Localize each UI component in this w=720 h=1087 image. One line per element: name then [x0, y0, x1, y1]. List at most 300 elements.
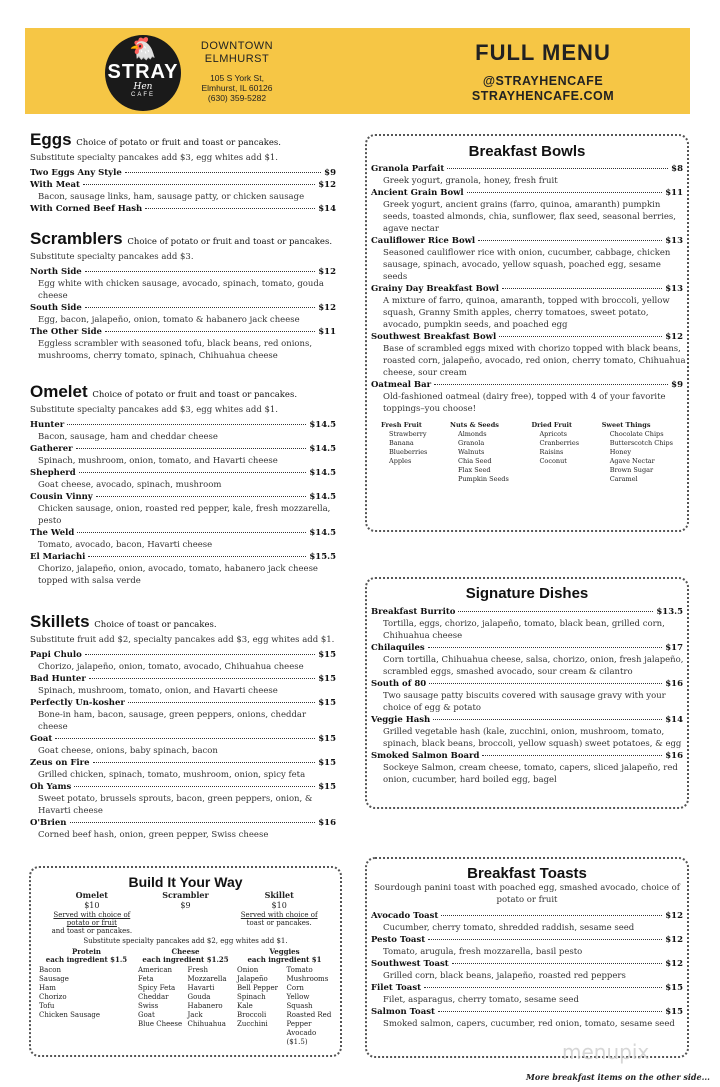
menu-item[interactable]: [367, 187, 687, 199]
menu-item[interactable]: [367, 678, 687, 690]
menu-item[interactable]: [30, 781, 336, 793]
item-price: $14.5: [309, 468, 336, 478]
biy-ingredients: [31, 948, 340, 1047]
section-title: Build It Your Way: [128, 874, 243, 890]
dot-leader: [93, 762, 316, 763]
topping-item: Chia Seed: [458, 457, 492, 465]
item-price: $16: [318, 818, 336, 828]
menu-item[interactable]: [30, 733, 336, 745]
item-description: Bacon, sausage links, ham, sausage patty, or chicken sausage: [38, 192, 305, 202]
item-name: Papi Chulo: [30, 650, 82, 660]
item-name: Grainy Day Breakfast Bowl: [371, 284, 500, 294]
logo-sub: Hen: [133, 82, 153, 92]
menu-section-skillets: [30, 612, 336, 841]
item-name: Breakfast Burrito: [371, 607, 456, 617]
dot-leader: [478, 240, 662, 241]
item-description: Two sausage patty biscuits covered with sausage gravy with your choice of egg & potato: [383, 691, 666, 713]
biy-types: [31, 890, 340, 935]
biy-ingredient[interactable]: Goat: [138, 1011, 155, 1019]
biy-ingredient[interactable]: ($1.5): [286, 1038, 308, 1046]
biy-ingredient[interactable]: Chicken Sausage: [39, 1011, 101, 1019]
item-name: The Weld: [30, 528, 75, 538]
biy-ingredient[interactable]: Spinach: [237, 993, 266, 1001]
social-handle[interactable]: @STRAYHENCAFE: [482, 74, 604, 88]
section-name: Omelet: [30, 382, 88, 401]
menu-item[interactable]: [367, 750, 687, 762]
biy-group-price: each ingredient $1.25: [142, 955, 229, 964]
biy-group-cols: [235, 966, 334, 1047]
item-name: Oh Yams: [30, 782, 72, 792]
toasts-intro: Sourdough panini toast with poached egg, smashed avocado, choice of potato or fruit: [374, 883, 680, 905]
item-name: Cousin Vinny: [30, 492, 93, 502]
biy-ingredient[interactable]: Avocado: [286, 1029, 317, 1037]
item-name: Bad Hunter: [30, 674, 86, 684]
topping-item: Honey: [609, 448, 631, 456]
item-price: $13: [665, 284, 683, 294]
item-name: El Mariachi: [30, 552, 86, 562]
biy-col: [235, 966, 285, 1047]
menu-item[interactable]: [30, 757, 336, 769]
section-name: Skillets: [30, 612, 90, 631]
toppings-title: Nuts & Seeds: [450, 421, 499, 429]
toppings-title: Dried Fruit: [531, 421, 573, 429]
item-price: $15: [318, 650, 336, 660]
dot-leader: [85, 654, 315, 655]
menu-item[interactable]: [367, 714, 687, 726]
biy-group-protein: [37, 948, 136, 1047]
item-description: Tomato, avocado, bacon, Havarti cheese: [38, 540, 213, 550]
item-price: $8: [671, 164, 683, 174]
item-price: $17: [665, 643, 683, 653]
biy-ingredient[interactable]: Feta: [138, 975, 154, 983]
topping-item: Caramel: [609, 475, 638, 483]
hen-icon: 🐔: [129, 37, 157, 62]
menu-item[interactable]: [30, 419, 336, 431]
menu-item[interactable]: [367, 934, 687, 946]
watermark: menupix: [562, 1040, 650, 1064]
dot-leader: [55, 738, 315, 739]
item-description: Greek yogurt, ancient grains (farro, quinoa, amaranth) pumpkin seeds, toasted almonds, chia, sunflower, flax seed, seasonal berries, agave nectar: [383, 200, 677, 234]
biy-type-note: Served with choice of potato or fruit: [53, 911, 131, 927]
item-name: Two Eggs Any Style: [30, 168, 122, 178]
section-subnote: Substitute fruit add $2, specialty pancakes add $3, egg whites add $1.: [30, 635, 335, 645]
biy-type-label: Scrambler: [162, 890, 209, 900]
biy-ingredient[interactable]: Zucchini: [237, 1020, 268, 1028]
topping-item: Walnuts: [458, 448, 485, 456]
topping-item: Almonds: [458, 430, 487, 438]
menu-item[interactable]: [30, 467, 336, 479]
topping-item: Coconut: [539, 457, 567, 465]
item-description: Smoked salmon, capers, cucumber, red onion, tomato, sesame seed: [383, 1019, 675, 1029]
item-description: Bacon, sausage, ham and cheddar cheese: [38, 432, 218, 442]
biy-ingredient[interactable]: Kale: [237, 1002, 253, 1010]
item-price: $15: [318, 734, 336, 744]
item-description: Sockeye Salmon, cream cheese, tomato, capers, sliced jalapeño, red onion, cucumber, hard boiled egg, bagel: [383, 763, 678, 785]
menu-item[interactable]: [367, 642, 687, 654]
toppings-group: [531, 421, 579, 484]
item-name: Cauliflower Rice Bowl: [371, 236, 476, 246]
item-name: Oatmeal Bar: [371, 380, 432, 390]
menu-item[interactable]: [30, 179, 336, 191]
website-link[interactable]: STRAYHENCAFE.COM: [471, 89, 615, 103]
biy-ingredient[interactable]: Mozzarella: [187, 975, 227, 983]
item-price: $12: [318, 303, 336, 313]
menu-item[interactable]: [367, 331, 687, 343]
dot-leader: [145, 208, 315, 209]
item-price: $14: [318, 204, 336, 214]
biy-type-note: Served with choice of: [240, 911, 318, 919]
biy-type-price: $9: [180, 901, 191, 910]
item-name: Granola Parfait: [371, 164, 445, 174]
location-line-2: ELMHURST: [204, 53, 270, 65]
dot-leader: [85, 307, 315, 308]
item-name: With Corned Beef Hash: [30, 204, 143, 214]
item-description: Corn tortilla, Chihuahua cheese, salsa, chorizo, onion, fresh jalapeño, scrambled eggs, smashed avocado, sour cream & cilantro: [383, 655, 684, 677]
dot-leader: [452, 963, 663, 964]
item-price: $14.5: [309, 528, 336, 538]
item-name: Hunter: [30, 420, 65, 430]
biy-ingredient[interactable]: Yellow Squash: [286, 993, 313, 1010]
biy-type-name: [232, 890, 326, 901]
section-note: Choice of potato or fruit and toast or pancakes.: [92, 390, 298, 400]
biy-ingredient[interactable]: Onion: [237, 966, 259, 974]
menu-item[interactable]: [367, 1006, 687, 1018]
header-banner: [25, 28, 690, 114]
biy-type-price: $10: [271, 901, 287, 910]
item-price: $14.5: [309, 444, 336, 454]
biy-type-omelet[interactable]: [45, 890, 139, 935]
biy-type-label: Skillet: [264, 890, 294, 900]
item-price: $12: [665, 332, 683, 342]
item-name: Southwest Breakfast Bowl: [371, 332, 497, 342]
item-price: $15: [318, 758, 336, 768]
item-price: $13.5: [656, 607, 683, 617]
item-name: Perfectly Un-kosher: [30, 698, 125, 708]
item-price: $15: [665, 1007, 683, 1017]
section-title: [30, 382, 336, 405]
item-name: Veggie Hash: [371, 715, 431, 725]
dot-leader: [502, 288, 662, 289]
item-description: Spinach, mushroom, onion, tomato, and Havarti cheese: [38, 456, 278, 466]
item-description: Filet, asparagus, cherry tomato, sesame seed: [383, 995, 579, 1005]
item-name: Southwest Toast: [371, 959, 449, 969]
dot-leader: [482, 755, 662, 756]
item-name: South Side: [30, 303, 82, 313]
item-name: Gatherer: [30, 444, 73, 454]
signature-dishes-box: [365, 577, 689, 809]
dot-leader: [70, 822, 316, 823]
item-description: A mixture of farro, quinoa, amaranth, topped with broccoli, yellow squash, Granny Smith apples, cherry tomatoes, sweet potato, avocado, pumpkin seeds, and poached egg: [383, 296, 670, 330]
biy-ingredient[interactable]: Chihuahua: [187, 1020, 226, 1028]
biy-ingredient[interactable]: Habanero Jack: [187, 1002, 223, 1019]
item-description: Seasoned cauliflower rice with onion, cucumber, cabbage, chicken sausage, spinach, avocado, yellow squash, poached egg, sesame seeds: [383, 248, 671, 282]
topping-item: Apricots: [539, 430, 567, 438]
dot-leader: [128, 702, 315, 703]
biy-ingredient[interactable]: Havarti: [187, 984, 215, 992]
dot-leader: [77, 532, 306, 533]
item-price: $14.5: [309, 492, 336, 502]
item-description: Spinach, mushroom, tomato, onion, and Havarti cheese: [38, 686, 278, 696]
footer-note: More breakfast items on the other side...: [526, 1072, 710, 1082]
dot-leader: [429, 683, 662, 684]
biy-col: [136, 966, 186, 1029]
menu-item[interactable]: [367, 235, 687, 247]
biy-type-skillet[interactable]: [232, 890, 326, 935]
section-note: Choice of potato or fruit and toast or pancakes.: [76, 138, 281, 148]
dot-leader: [428, 647, 663, 648]
item-description: Goat cheese, avocado, spinach, mushroom: [38, 480, 222, 490]
biy-ingredient[interactable]: Cheddar: [138, 993, 169, 1001]
topping-item: Banana: [389, 439, 414, 447]
breakfast-toasts-box: [365, 857, 689, 1058]
item-price: $12: [665, 911, 683, 921]
menu-item[interactable]: [30, 266, 336, 278]
item-name: The Other Side: [30, 327, 102, 337]
menu-item[interactable]: [30, 167, 336, 179]
topping-item: Flax Seed: [458, 466, 491, 474]
section-note: Choice of potato or fruit and toast or pancakes.: [127, 237, 333, 247]
item-name: Ancient Grain Bowl: [371, 188, 464, 198]
item-price: $12: [318, 180, 336, 190]
topping-item: Pumpkin Seeds: [458, 475, 509, 483]
item-description: Egg, bacon, jalapeño, onion, tomato & habanero jack cheese: [38, 315, 300, 325]
topping-item: Cranberries: [539, 439, 580, 447]
biy-ingredient[interactable]: Chorizo: [39, 993, 67, 1001]
item-price: $15: [318, 782, 336, 792]
dot-leader: [125, 172, 321, 173]
location-line-1: DOWNTOWN: [200, 40, 274, 52]
menu-item[interactable]: [367, 379, 687, 391]
menu-item[interactable]: [367, 163, 687, 175]
menu-item[interactable]: [30, 817, 336, 829]
biy-group-title: Veggies: [269, 947, 300, 956]
biy-ingredient[interactable]: Bell Pepper: [237, 984, 278, 992]
section-title: [30, 612, 336, 635]
biy-col: [285, 966, 335, 1047]
item-name: Chilaquiles: [371, 643, 425, 653]
menu-item[interactable]: [30, 302, 336, 314]
section-name: Eggs: [30, 130, 72, 149]
item-name: Zeus on Fire: [30, 758, 90, 768]
dot-leader: [88, 556, 306, 557]
biy-type-name: [139, 890, 233, 901]
menu-item[interactable]: [30, 527, 336, 539]
item-price: $12: [318, 267, 336, 277]
item-price: $14.5: [309, 420, 336, 430]
biy-type-name: [45, 890, 139, 901]
menu-item[interactable]: [30, 326, 336, 338]
biy-group-cols: [136, 966, 235, 1029]
menu-item[interactable]: [30, 697, 336, 709]
menu-item[interactable]: [30, 203, 336, 215]
section-title: Breakfast Bowls: [468, 143, 586, 160]
biy-ingredient[interactable]: Broccoli: [237, 1011, 267, 1019]
dot-leader: [434, 384, 668, 385]
item-name: Avocado Toast: [371, 911, 439, 921]
topping-item: Butterscotch Chips: [609, 439, 673, 447]
dot-leader: [67, 424, 306, 425]
item-price: $12: [665, 935, 683, 945]
biy-ingredient[interactable]: Swiss: [138, 1002, 159, 1010]
menu-item[interactable]: [367, 910, 687, 922]
biy-type-scrambler[interactable]: [139, 890, 233, 935]
item-description: Tomato, arugula, fresh mozzarella, basil pesto: [383, 947, 583, 957]
section-title: [30, 130, 336, 153]
menu-section-scramblers: [30, 229, 336, 362]
menu-item[interactable]: [30, 443, 336, 455]
street-address: 105 S York St,: [210, 73, 264, 83]
city-address: Elmhurst, IL 60126: [201, 83, 273, 93]
topping-item: Blueberries: [389, 448, 428, 456]
biy-group-cheese: [136, 948, 235, 1047]
toppings-title: Sweet Things: [601, 421, 651, 429]
item-description: Goat cheese, onions, baby spinach, bacon: [38, 746, 218, 756]
topping-item: Brown Sugar: [609, 466, 654, 474]
item-name: South of 80: [371, 679, 427, 689]
stray-hen-logo: [105, 35, 181, 111]
item-description: Chorizo, jalapeño, onion, tomato, avocado, Chihuahua cheese: [38, 662, 304, 672]
item-price: $9: [671, 380, 683, 390]
item-description: Cucumber, cherry tomato, shredded raddish, sesame seed: [383, 923, 635, 933]
dot-leader: [79, 472, 307, 473]
item-price: $16: [665, 751, 683, 761]
biy-ingredient[interactable]: Fresh: [187, 966, 208, 974]
item-description: Bone-in ham, bacon, sausage, green peppers, onions, cheddar cheese: [38, 710, 307, 732]
menu-item[interactable]: [30, 673, 336, 685]
dot-leader: [467, 192, 663, 193]
topping-item: Granola: [458, 439, 485, 447]
menu-section-omelet: [30, 382, 336, 587]
toppings-title: Fresh Fruit: [381, 421, 422, 429]
build-it-your-way-box: [29, 866, 342, 1057]
toppings-list: [367, 421, 687, 484]
biy-group-cols: [37, 966, 136, 1020]
item-description: Corned beef hash, onion, green pepper, Swiss cheese: [38, 830, 269, 840]
dot-leader: [438, 1011, 662, 1012]
menu-heading: [423, 40, 663, 104]
biy-ingredient[interactable]: Blue Cheese: [138, 1020, 183, 1028]
dot-leader: [105, 331, 315, 332]
toppings-group: [602, 421, 673, 484]
item-price: $11: [665, 188, 683, 198]
biy-ingredient[interactable]: Pepper: [286, 1020, 312, 1028]
dot-leader: [85, 271, 316, 272]
dot-leader: [433, 719, 662, 720]
full-menu-title: FULL MENU: [475, 40, 611, 65]
biy-ingredient[interactable]: Tofu: [39, 1002, 55, 1010]
item-name: With Meat: [30, 180, 80, 190]
menu-item[interactable]: [367, 958, 687, 970]
biy-ingredient[interactable]: Bacon: [39, 966, 61, 974]
biy-ingredient[interactable]: Gouda: [187, 993, 211, 1001]
biy-ingredient[interactable]: Spicy Feta: [138, 984, 176, 992]
section-title: Signature Dishes: [465, 585, 589, 602]
item-name: North Side: [30, 267, 82, 277]
dot-leader: [74, 786, 315, 787]
section-title: Breakfast Toasts: [467, 865, 587, 882]
section-subnote: Substitute specialty pancakes add $3.: [30, 252, 194, 262]
item-price: $15.5: [309, 552, 336, 562]
biy-col: [186, 966, 236, 1029]
biy-type-label: Omelet: [75, 890, 109, 900]
item-description: Grilled chicken, spinach, tomato, mushroom, onion, spicy feta: [38, 770, 306, 780]
section-note: Choice of toast or pancakes.: [94, 620, 217, 630]
biy-ingredient[interactable]: Mushrooms: [286, 975, 329, 983]
topping-item: Raisins: [539, 448, 564, 456]
dot-leader: [447, 168, 668, 169]
dot-leader: [76, 448, 307, 449]
logo-brand: STRAY: [107, 61, 179, 83]
dot-leader: [96, 496, 307, 497]
biy-ingredient[interactable]: Roasted Red: [286, 1011, 332, 1019]
menu-item[interactable]: [367, 606, 687, 618]
menu-item[interactable]: [30, 649, 336, 661]
item-description: Eggless scrambler with seasoned tofu, black beans, red onions, mushrooms, cherry tomato, spinach, Chihuahua cheese: [38, 339, 313, 361]
item-description: Chorizo, jalapeño, onion, avocado, tomato, habanero jack cheese topped with salsa verde: [38, 564, 318, 586]
item-name: Goat: [30, 734, 53, 744]
toppings-group: [381, 421, 427, 484]
biy-ingredient[interactable]: Ham: [39, 984, 56, 992]
biy-group-price: each ingredient $1.5: [45, 955, 128, 964]
dot-leader: [424, 987, 662, 988]
menu-section-eggs: [30, 130, 336, 215]
topping-item: Apples: [389, 457, 412, 465]
dot-leader: [441, 915, 662, 916]
topping-item: Chocolate Chips: [609, 430, 664, 438]
section-subnote: Substitute specialty pancakes add $3, egg whites add $1.: [30, 405, 278, 415]
item-description: Grilled vegetable hash (kale, zucchini, onion, mushroom, tomato, spinach, black beans, broccoli, yellow squash) sweet potatoes, & egg: [383, 727, 682, 749]
phone-number: (630) 359-5282: [207, 93, 267, 103]
section-name: Scramblers: [30, 229, 123, 248]
dot-leader: [83, 184, 315, 185]
item-description: Greek yogurt, granola, honey, fresh fruit: [383, 176, 558, 186]
menu-item[interactable]: [30, 551, 336, 563]
biy-ingredient[interactable]: American: [138, 966, 173, 974]
item-description: Tortilla, eggs, chorizo, jalapeño, tomato, black bean, grilled corn, Chihuahua cheese: [383, 619, 665, 641]
biy-ingredient[interactable]: Sausage: [39, 975, 69, 983]
topping-item: Agave Nectar: [609, 457, 655, 465]
menu-item[interactable]: [367, 982, 687, 994]
menu-item[interactable]: [367, 283, 687, 295]
biy-group-price: each ingredient $1: [247, 955, 322, 964]
dot-leader: [428, 939, 662, 940]
item-price: $15: [318, 698, 336, 708]
item-price: $15: [318, 674, 336, 684]
dot-leader: [89, 678, 315, 679]
biy-ingredient[interactable]: Jalapeño: [237, 975, 268, 983]
biy-type-note: and toast or pancakes.: [51, 927, 133, 935]
item-name: Smoked Salmon Board: [371, 751, 480, 761]
item-name: O'Brien: [30, 818, 67, 828]
item-price: $12: [665, 959, 683, 969]
topping-item: Strawberry: [389, 430, 427, 438]
biy-subnote: Substitute specialty pancakes add $2, egg whites add $1.: [83, 937, 288, 945]
biy-type-note: toast or pancakes.: [246, 919, 312, 927]
menu-item[interactable]: [30, 491, 336, 503]
section-title: [30, 229, 336, 252]
biy-group-title: Protein: [71, 947, 102, 956]
biy-type-price: $10: [84, 901, 100, 910]
biy-ingredient[interactable]: Corn: [286, 984, 304, 992]
item-price: $11: [318, 327, 336, 337]
logo-cafe: CAFE: [130, 92, 155, 98]
item-description: Sweet potato, brussels sprouts, bacon, green peppers, onion, & Havarti cheese: [38, 794, 313, 816]
biy-group-title: Cheese: [171, 947, 200, 956]
item-name: Filet Toast: [371, 983, 422, 993]
item-price: $16: [665, 679, 683, 689]
biy-ingredient[interactable]: Tomato: [286, 966, 313, 974]
item-description: Chicken sausage, onion, roasted red pepper, kale, fresh mozzarella, pesto: [38, 504, 331, 526]
